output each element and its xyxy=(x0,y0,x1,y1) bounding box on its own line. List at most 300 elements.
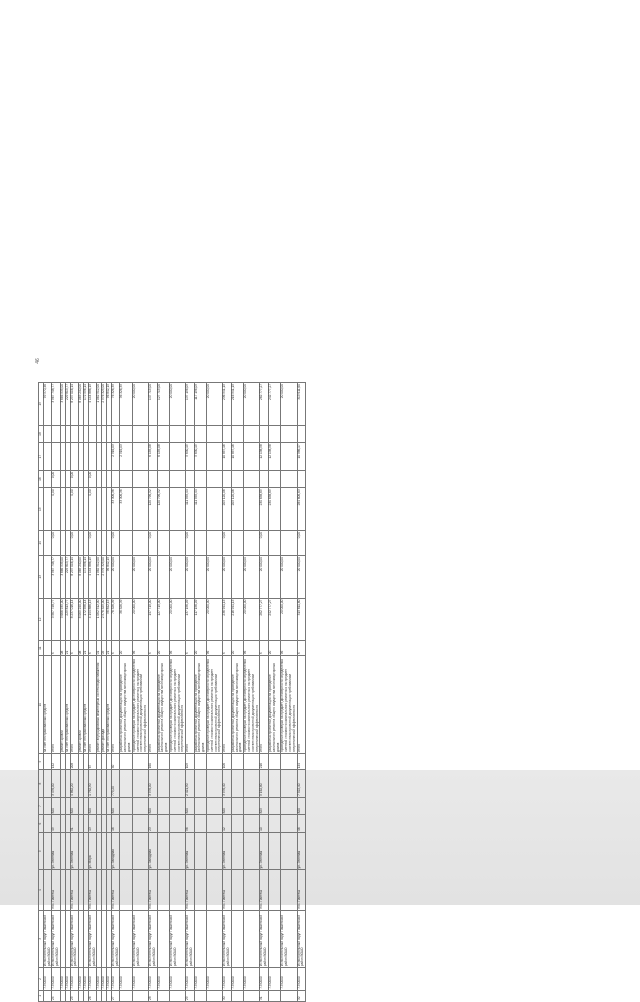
table-cell xyxy=(43,443,52,471)
table-cell: 36 326,39 xyxy=(120,598,132,641)
table-cell: 20 xyxy=(269,641,281,656)
table-cell xyxy=(244,870,260,910)
table-cell: 7.5:0000 xyxy=(43,968,52,991)
table-cell xyxy=(269,425,281,443)
table-cell xyxy=(148,470,157,488)
table-cell xyxy=(194,470,206,488)
table-cell: 4 144 886,15 xyxy=(88,383,97,426)
table-cell: 46 xyxy=(297,815,306,833)
column-number-header: 11 xyxy=(39,641,44,656)
table-cell xyxy=(244,443,260,471)
table-cell xyxy=(281,832,297,870)
table-cell: разработка проектной документации на проведение капитального ремонта общего имущества многоквартирных домов xyxy=(269,656,281,754)
table-cell: Х xyxy=(88,641,97,656)
table-cell: 0,00 xyxy=(88,530,97,555)
table-cell: 33 306,36 xyxy=(111,488,120,531)
table-cell: 24 xyxy=(52,990,61,1001)
table-cell xyxy=(120,797,132,815)
table-cell: 21 xyxy=(106,641,111,656)
table-cell xyxy=(157,832,169,870)
table-cell: 25 xyxy=(70,990,79,1001)
table-cell: 0,00 xyxy=(297,530,306,555)
table-cell: 7.5:0000 xyxy=(83,968,88,991)
table-cell: 20 000,00 xyxy=(169,383,185,426)
table-cell xyxy=(207,832,223,870)
column-number-header: 10 xyxy=(39,656,44,754)
table-cell xyxy=(157,990,169,1001)
table-cell: 7.5:0000 xyxy=(88,968,97,991)
table-row xyxy=(244,383,260,1002)
table-cell: 12 138,58 xyxy=(269,443,281,471)
table-cell: 2 976 325,00 xyxy=(102,556,107,599)
table-cell: 96 xyxy=(281,641,297,656)
table-cell: 120 796,52 xyxy=(148,488,157,531)
table-cell: 127 715,00 xyxy=(157,598,169,641)
table-cell xyxy=(281,470,297,488)
table-cell: Исполнительный округ Пашенский район ВОАО xyxy=(52,910,61,968)
table-cell xyxy=(169,990,185,1001)
table-cell: 106 xyxy=(223,753,232,769)
table-cell: 20 000,00 xyxy=(169,556,185,599)
table-cell xyxy=(169,488,185,531)
table-cell: 205 120,06 xyxy=(231,488,243,531)
column-number-header: 9 xyxy=(39,753,44,769)
table-cell xyxy=(281,990,297,1001)
table-cell: 0,00 xyxy=(52,470,61,488)
table-cell xyxy=(169,425,185,443)
table-cell: 172 596,14 xyxy=(83,598,88,641)
column-number-header: 8 xyxy=(39,770,44,798)
table-cell: ремонт внутридомовых инженерных систем водоснабжения xyxy=(97,656,102,754)
table-cell: Исполнительный округ Пашенский район ВОАО xyxy=(70,910,79,968)
table-cell: пос. Пантеш xyxy=(52,870,61,910)
column-number-header: 13 xyxy=(39,556,44,599)
column-number-header: 17 xyxy=(39,443,44,471)
table-cell xyxy=(132,815,148,833)
table-cell xyxy=(281,815,297,833)
table-cell: 0,00 xyxy=(70,488,79,531)
table-cell xyxy=(157,910,169,968)
table-cell xyxy=(231,753,243,769)
table-cell: 820 xyxy=(52,797,61,815)
table-cell: проведение проверки на предмет достоверности определения сметной стоимости капитального ремонта и на предмет соответствия проектной документации требованиям энергетической эффективности xyxy=(132,656,148,754)
table-cell: 820 xyxy=(148,797,157,815)
column-number-header: 18 xyxy=(39,425,44,443)
column-number-header: 12 xyxy=(39,598,44,641)
table-cell: 33 306,36 xyxy=(120,488,132,531)
table-cell: 5 630,15 xyxy=(186,443,195,471)
table-cell: 20 000,00 xyxy=(207,383,223,426)
table-cell: 111 555,44 xyxy=(186,488,195,531)
table-cell: 20 000,00 xyxy=(223,556,232,599)
table-cell xyxy=(244,470,260,488)
table-cell: 56 xyxy=(186,815,195,833)
table-cell: итого xyxy=(148,656,157,754)
table-cell: 2 916,03 xyxy=(120,443,132,471)
table-cell xyxy=(269,797,281,815)
table-cell: 7 522,40 xyxy=(297,770,306,798)
table-cell: 7.5:0000 xyxy=(297,968,306,991)
column-number-header: 14 xyxy=(39,530,44,555)
table-cell: Х xyxy=(70,641,79,656)
column-number-header: 1 xyxy=(39,990,44,1001)
table-cell: 229 813,77 xyxy=(65,383,70,426)
table-cell xyxy=(194,815,206,833)
table-cell xyxy=(194,530,206,555)
table-body xyxy=(43,383,305,1002)
table-cell: 117 196,09 xyxy=(194,598,206,641)
column-number-header: 7 xyxy=(39,797,44,815)
table-cell xyxy=(207,815,223,833)
table-cell: 820 xyxy=(88,797,97,815)
table-cell: 49 xyxy=(52,815,61,833)
table-row xyxy=(132,383,148,1002)
table-cell xyxy=(132,870,148,910)
table-cell: 111 555,44 xyxy=(194,488,206,531)
table-cell xyxy=(132,530,148,555)
table-cell: проведение проверки на предмет достоверности определения сметной стоимости капитального ремонта и на предмет соответствия проектной документации требованиям энергетической эффективности xyxy=(281,656,297,754)
table-cell: ул. Зеленая xyxy=(70,832,79,870)
table-cell: 7.5:0000 xyxy=(148,968,157,991)
table-cell: 242 777,27 xyxy=(269,383,281,426)
table-cell: пос. Пантеш xyxy=(70,870,79,910)
table-cell: 20 000,00 xyxy=(281,598,297,641)
table-cell xyxy=(207,443,223,471)
table-cell xyxy=(281,488,297,531)
table-cell: 820 xyxy=(70,797,79,815)
table-cell: 99 970,46 xyxy=(43,383,52,426)
table-cell: 0,00 xyxy=(70,530,79,555)
table-cell xyxy=(231,770,243,798)
table-cell: 20 000,00 xyxy=(132,383,148,426)
table-cell: 7.5:0000 xyxy=(52,968,61,991)
table-cell xyxy=(244,832,260,870)
table-cell: 21 xyxy=(83,641,88,656)
table-cell: 2 916,03 xyxy=(111,443,120,471)
table-cell: 315 611,60 xyxy=(297,598,306,641)
table-cell: итого xyxy=(223,656,232,754)
table-cell: 0,00 xyxy=(52,488,61,531)
table-cell xyxy=(231,530,243,555)
table-cell: 20 xyxy=(231,641,243,656)
table-cell: 7.5:0000 xyxy=(281,968,297,991)
table-cell: 4 862,20 xyxy=(70,770,79,798)
table-cell: Исполнительный округ Пашенский район ВОАО xyxy=(223,910,232,968)
table-cell xyxy=(132,770,148,798)
table-cell: пос. Пантеш xyxy=(297,870,306,910)
table-cell xyxy=(120,425,132,443)
table-cell: 8 065 240,00 xyxy=(79,383,84,426)
table-cell: пос. Пантеш xyxy=(186,870,195,910)
table-cell: Х xyxy=(260,641,269,656)
table-cell: Исполнительный округ Пашенский район ВОАО xyxy=(169,910,185,968)
table-cell: 0,00 xyxy=(111,530,120,555)
table-cell: 96 842,15 xyxy=(106,383,111,426)
table-cell xyxy=(157,530,169,555)
table-cell xyxy=(132,443,148,471)
table-cell: Х xyxy=(223,641,232,656)
table-cell: 20 000,00 xyxy=(186,556,195,599)
table-cell xyxy=(244,910,260,968)
table-cell xyxy=(194,910,206,968)
table-cell xyxy=(132,990,148,1001)
table-cell: 29 xyxy=(186,990,195,1001)
table-cell: 20 000,00 xyxy=(281,383,297,426)
table-cell: 262 777,27 xyxy=(260,383,269,426)
table-cell: Х xyxy=(52,641,61,656)
table-cell: Исполнительный округ Пашенский район ВОАО xyxy=(111,910,120,968)
table-cell: проведение проверки на предмет достоверности определения сметной стоимости капитального ремонта и на предмет соответствия проектной документации требованиям энергетической эффективности xyxy=(207,656,223,754)
table-cell: 3 567 748,77 xyxy=(52,383,61,426)
table-cell xyxy=(157,797,169,815)
table-cell: 0,00 xyxy=(52,530,61,555)
table-cell: разработка проектной документации на проведение капитального ремонта общего имущества многоквартирных домов xyxy=(194,656,206,754)
table-cell: 7.5:0000 xyxy=(260,968,269,991)
table-cell: 236 941,15 xyxy=(223,383,232,426)
table-cell xyxy=(244,797,260,815)
table-cell: итого xyxy=(52,656,61,754)
table-cell: разработка проектной документации на проведение капитального ремонта общего имущества многоквартирных домов xyxy=(120,656,132,754)
table-cell xyxy=(52,443,61,471)
table-cell: 216 941,15 xyxy=(231,598,243,641)
table-cell: 36 326,39 xyxy=(120,383,132,426)
table-cell: 8 065 240,00 xyxy=(79,598,84,641)
table-cell: 23 xyxy=(148,815,157,833)
table-cell: ул. Западная xyxy=(111,832,120,870)
table-cell: итого xyxy=(111,656,120,754)
table-cell: 147 715,00 xyxy=(148,383,157,426)
table-cell: 12 138,58 xyxy=(260,443,269,471)
table-cell: 20 xyxy=(157,641,169,656)
table-cell xyxy=(207,770,223,798)
table-cell: 2 976 325,00 xyxy=(102,598,107,641)
table-row xyxy=(269,383,281,1002)
table-cell: Х xyxy=(186,641,195,656)
table-cell xyxy=(148,425,157,443)
table-cell: Исполнительный округ Пашенский район ВОАО xyxy=(148,910,157,968)
table-cell: 230 638,69 xyxy=(260,488,269,531)
table-cell: 7.5:0000 xyxy=(106,968,111,991)
table-cell: 315 611,60 xyxy=(297,383,306,426)
table-cell: 20 000,00 xyxy=(111,556,120,599)
table-cell: 27 xyxy=(111,990,120,1001)
table-cell xyxy=(281,753,297,769)
table-cell xyxy=(132,753,148,769)
table-cell xyxy=(207,910,223,968)
column-number-header: 16 xyxy=(39,470,44,488)
table-cell: ремонт фасада xyxy=(102,656,107,754)
table-cell: 4 144 886,15 xyxy=(88,556,97,599)
table-cell xyxy=(207,990,223,1001)
table-cell xyxy=(207,470,223,488)
table-cell xyxy=(281,770,297,798)
table-cell: ул. Западная xyxy=(148,832,157,870)
table-cell xyxy=(52,425,61,443)
table-cell: 820 xyxy=(111,797,120,815)
table-cell xyxy=(207,797,223,815)
table-cell: 76 326,39 xyxy=(111,383,120,426)
table-cell xyxy=(157,815,169,833)
table-cell: 20 xyxy=(120,641,132,656)
table-cell: 26 xyxy=(88,990,97,1001)
table-cell: 144 xyxy=(297,753,306,769)
table-cell xyxy=(269,870,281,910)
table-cell: 117 196,09 xyxy=(194,383,206,426)
table-cell xyxy=(43,425,52,443)
table-cell: 1 062 512,00 xyxy=(97,383,102,426)
table-cell xyxy=(269,556,281,599)
table-cell xyxy=(297,470,306,488)
table-cell: 7.5:0000 xyxy=(60,968,65,991)
table-cell xyxy=(269,990,281,1001)
table-cell xyxy=(260,425,269,443)
table-cell xyxy=(169,832,185,870)
table-cell xyxy=(244,770,260,798)
column-number-header: 2 xyxy=(39,968,44,991)
table-cell: 0,00 xyxy=(186,530,195,555)
rotated-page xyxy=(38,382,582,1002)
table-cell xyxy=(157,870,169,910)
table-cell: 20 000,00 xyxy=(244,383,260,426)
table-cell: 262 777,27 xyxy=(260,598,269,641)
table-cell: 10 xyxy=(260,815,269,833)
table-cell xyxy=(194,990,206,1001)
table-cell xyxy=(231,797,243,815)
table-cell: 1 062 512,00 xyxy=(97,556,102,599)
table-cell: 8 237 016,14 xyxy=(70,556,79,599)
table-cell: 96 xyxy=(132,641,148,656)
table-cell xyxy=(260,470,269,488)
table-row xyxy=(186,383,195,1002)
table-cell: 230 638,69 xyxy=(269,488,281,531)
table-cell: 7.5:0000 xyxy=(70,968,79,991)
column-number-header: 4 xyxy=(39,870,44,910)
table-cell: 32 xyxy=(297,990,306,1001)
table-cell: 216 xyxy=(260,753,269,769)
table-cell: за счет нестрахованных средств xyxy=(83,656,88,754)
table-cell xyxy=(244,990,260,1001)
table-cell: 96 842,15 xyxy=(106,556,111,599)
table-cell xyxy=(207,530,223,555)
table-cell: 20 000,00 xyxy=(148,556,157,599)
table-cell: 7.5:0000 xyxy=(102,968,107,991)
table-cell xyxy=(231,990,243,1001)
table-cell xyxy=(120,990,132,1001)
table-cell xyxy=(244,488,260,531)
table-cell: 28 xyxy=(148,990,157,1001)
table-cell: Исполнительный округ Пашенский район ВОАО xyxy=(132,910,148,968)
table-cell: 284 606,63 xyxy=(297,488,306,531)
table-cell: 109 xyxy=(186,753,195,769)
table-cell xyxy=(132,425,148,443)
table-row xyxy=(207,383,223,1002)
table-cell: Исполнительный округ Пашенский район ВОАО xyxy=(186,910,195,968)
table-cell: 20 000,00 xyxy=(260,556,269,599)
table-cell xyxy=(207,425,223,443)
table-cell xyxy=(70,425,79,443)
table-cell: Х xyxy=(111,641,120,656)
table-cell: 779,20 xyxy=(111,770,120,798)
table-cell xyxy=(120,815,132,833)
table-cell: 09 xyxy=(102,641,107,656)
table-cell: 208 xyxy=(70,753,79,769)
table-cell: 7.5:0000 xyxy=(79,968,84,991)
table-row xyxy=(281,383,297,1002)
table-cell: 0,00 xyxy=(148,530,157,555)
table-cell: 40 xyxy=(111,753,120,769)
table-cell: 127 715,00 xyxy=(157,383,169,426)
table-cell: ул. Мира xyxy=(88,832,97,870)
table-cell: 7.5:0000 xyxy=(223,968,232,991)
table-cell xyxy=(70,443,79,471)
table-cell xyxy=(269,470,281,488)
table-cell: 242 777,27 xyxy=(269,598,281,641)
table-cell: 01 xyxy=(97,641,102,656)
table-cell: 20 000,00 xyxy=(281,556,297,599)
table-cell: 7.5:0000 xyxy=(231,968,243,991)
table-cell xyxy=(194,832,206,870)
table-cell xyxy=(186,425,195,443)
table-cell xyxy=(111,425,120,443)
column-number-header: 15 xyxy=(39,488,44,531)
table-cell: 142 xyxy=(52,753,61,769)
table-cell xyxy=(132,488,148,531)
table-cell: 08 xyxy=(79,641,84,656)
table-cell: 4 144 886,15 xyxy=(88,598,97,641)
table-cell xyxy=(111,470,120,488)
table-cell: Исполнительный округ Пашенский район ВОАО xyxy=(43,910,52,968)
table-cell: 7.5:0000 xyxy=(194,968,206,991)
table-cell: пос. Пантеш xyxy=(223,870,232,910)
table-cell: 31 xyxy=(260,990,269,1001)
table-cell: 08 xyxy=(60,641,65,656)
table-cell: пос. Пантеш xyxy=(260,870,269,910)
table-cell: 3 976,40 xyxy=(223,770,232,798)
table-cell: разработка проектной документации на проведение капитального ремонта общего имущества многоквартирных домов xyxy=(231,656,243,754)
table-cell xyxy=(169,443,185,471)
table-cell xyxy=(231,815,243,833)
table-cell: пос. Пантеш xyxy=(111,870,120,910)
table-cell xyxy=(244,753,260,769)
table-cell: 8 237 016,14 xyxy=(70,598,79,641)
table-cell: 0,00 xyxy=(70,470,79,488)
table-cell xyxy=(194,425,206,443)
table-cell: 10 857,16 xyxy=(223,443,232,471)
column-number-header: 5 xyxy=(39,832,44,870)
table-cell xyxy=(169,870,185,910)
table-row xyxy=(148,383,157,1002)
table-cell: 30 xyxy=(223,990,232,1001)
table-cell: 67 xyxy=(88,753,97,769)
table-cell: 10 857,16 xyxy=(231,443,243,471)
table-cell xyxy=(157,770,169,798)
table-cell: 20 000,00 xyxy=(207,556,223,599)
table-cell xyxy=(231,556,243,599)
table-cell xyxy=(169,815,185,833)
table-cell: итого xyxy=(88,656,97,754)
table-cell: 20 000,00 xyxy=(132,556,148,599)
table-cell: проведение проверки на предмет достоверности определения сметной стоимости капитального ремонта и на предмет соответствия проектной документации требованиям энергетической эффективности xyxy=(169,656,185,754)
table-cell: ул. Зеленая xyxy=(186,832,195,870)
table-cell: 229 813,77 xyxy=(65,598,70,641)
table-cell xyxy=(132,797,148,815)
table-cell: 147 715,00 xyxy=(148,598,157,641)
table-cell: 0,00 xyxy=(88,470,97,488)
table-cell xyxy=(281,530,297,555)
table-cell: 20 000,00 xyxy=(244,598,260,641)
table-cell xyxy=(269,832,281,870)
table-cell: 8 237 016,14 xyxy=(70,383,79,426)
